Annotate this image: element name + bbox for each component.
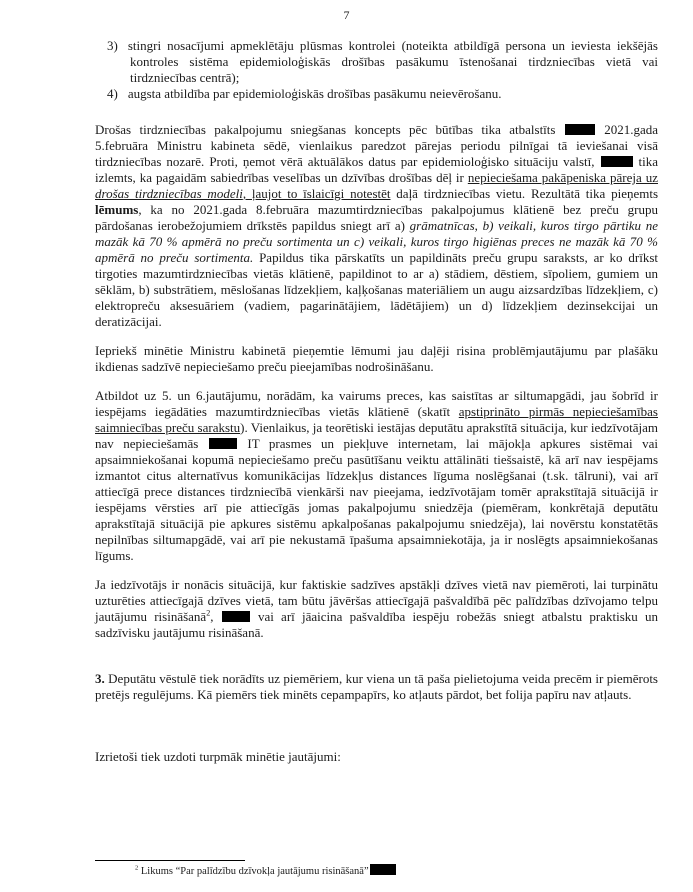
redaction-bar — [222, 611, 250, 622]
text-segment: Ja iedzīvotājs ir nonācis situācijā, kur faktiskie sadzīves apstākļi dzīves vietā nav piemēroti, lai turpinātu uzturēties attiecīgajā dzīves vietā, tam būtu jāvēršas attiecīgajā pašvaldībā pēc palīdzības dzīvojamo telpu jautājumu risināšanā — [95, 577, 658, 624]
footnote-text — [95, 864, 658, 878]
text-segment: Papildus tika pārskatīts un papildināts preču grupu saraksts, ar ko drīkst tirgoties mazumtirdzniecības vietās klātienē, papildinot to ar a) stādiem, dēstiem, sīpoliem, gumiem un sēklām, b) substrātiem, mēslošanas līdzekļiem, kaļķošanas materiāliem un augu aizsardzības līdzekļiem, c) elektropreču aksesuāriem (vadiem, pagarinātājiem, lādētājiem) un d) līdzekļiem dezinsekcijai un deratizācijai. — [95, 250, 658, 329]
list-item — [95, 38, 658, 86]
text-segment: augsta atbildība par epidemioloģiskās drošības pasākumu neievērošanu. — [127, 86, 502, 101]
paragraph-trade-concept — [95, 122, 658, 330]
document-body — [95, 38, 658, 765]
text-segment: tika izlemts, ka pagaidām sabiedrības veselības un dzīvības drošības dēļ ir — [95, 154, 658, 185]
list-item-text — [128, 38, 658, 85]
redaction-bar — [209, 438, 237, 449]
text-segment: , — [474, 218, 483, 233]
paragraph-questions-intro — [95, 749, 658, 765]
list-item-text — [128, 86, 502, 101]
text-segment: drošas tirdzniecības modeli — [95, 186, 243, 201]
text-segment: b) veikali, kuros tirgo pārtiku ne mazāk kā 70 % apmērā no preču sortimenta un c) veikali, kuros tirgo higiēnas preces ne mazāk kā 70 % apmērā no preču sortimenta. — [95, 218, 658, 265]
page-number: 7 — [343, 8, 350, 22]
paragraph-q3-examples — [95, 671, 658, 703]
text-segment: Iepriekš minētie Ministru kabinetā pieņemtie lēmumi jau daļēji risina problēmjautājumu par plašāku ikdienas sadzīvē nepieciešamo preču pieejamības nodrošināšanu. — [95, 343, 658, 374]
text-segment: apstiprināto pirmās nepieciešamības saimniecības preču sarakstu — [95, 404, 658, 435]
list-marker: 4) — [107, 86, 118, 101]
text-segment: daļā tirdzniecības vietu. Rezultātā tika pieņemts — [390, 186, 659, 201]
text-segment: 2021.gada 5.februāra Ministru kabineta sēdē, vienlaikus paredzot pārejas periodu pilnīgai tā ieviešanai visā tirdzniecības nozarē. Proti, ņemot vērā aktuālākos datus par epidemioloģisko situāciju valstī, — [95, 122, 659, 169]
text-segment: stingri nosacījumi apmeklētāju plūsmas kontrolei (noteikta atbildīgā persona un ieviesta iekšējās kontroles sistēma epidemioloģiskās drošības pasākumu īstenošanai tirdzniecības vietā vai tirdzniecības centrā); — [127, 38, 658, 85]
text-segment: Drošas tirdzniecības pakalpojumu sniegšanas koncepts pēc būtības tika atbalstīts — [95, 122, 564, 137]
text-segment: Likums “Par palīdzību dzīvokļa jautājumu risināšanā” — [138, 866, 369, 877]
text-segment: ). Vienlaikus, ja teorētiski iestājas deputātu aprakstītā situācija, kur iedzīvotājam nav nepieciešamās — [95, 420, 658, 451]
paragraph-mk-decisions — [95, 343, 658, 375]
footnote-separator — [95, 860, 245, 861]
redaction-bar — [565, 124, 595, 135]
text-segment: Izrietoši tiek uzdoti turpmāk minētie jautājumi: — [95, 749, 341, 764]
footnote-area — [95, 860, 658, 878]
conditions-list — [95, 38, 658, 102]
redaction-bar — [601, 156, 633, 167]
text-segment: 3. — [95, 671, 105, 686]
list-marker: 3) — [107, 38, 118, 53]
text-segment: 2 — [206, 608, 211, 618]
text-segment: , — [210, 609, 221, 624]
text-segment: grāmatnīcas — [409, 218, 475, 233]
text-segment: , ļaujot to īslaicīgi notestēt — [242, 186, 391, 201]
list-item — [95, 86, 658, 102]
paragraph-housing-assistance — [95, 577, 658, 641]
text-segment: , ka no 2021.gada 8.februāra mazumtirdzniecības pakalpojumus klātienē bez preču grupu pārdošanas ierobežojumiem drīkstēs papildus sniegt arī a) — [95, 202, 658, 233]
text-segment: 2 — [135, 864, 139, 872]
text-segment: Deputātu vēstulē tiek norādīts uz piemēriem, kur viena un tā paša pielietojuma veida precēm ir piemērots pretējs regulējums. Kā piemērs tiek minēts cepampapīrs, ko atļauts pārdot, bet folija papīru nav atļauts. — [95, 671, 658, 702]
text-segment: vai arī jāaicina pašvaldība iespēju robežās sniegt atbalstu praktisku un sadzīvisku jautājumu risināšanā. — [95, 609, 659, 640]
paragraph-q5-q6-answer — [95, 388, 658, 564]
text-segment: nepieciešama pakāpeniska pāreja uz — [467, 170, 658, 185]
text-segment: lēmums — [95, 202, 139, 217]
redaction-bar — [370, 864, 396, 875]
text-segment: IT prasmes un piekļuve internetam, lai mājokļa apkures sistēmai vai apsaimniekošanai kopumā nepieciešamo preču pasūtīšanu veiktu attālināti tiešsaistē, kā arī nav iespējams izmantot citus alternatīvus komunikācijas līdzekļus distances līguma noslēgšanai (t.sk. tālruni), vai arī attiecīgā prece distances tirdzniecībā vienkārši nav pieejama, iedzīvotājam tomēr aprakstītajā situācijā ir iespējams vērsties arī pie attiecīgās jomas pakalpojumu sniedzēja (piemēram, konkrētajā deputātu aprakstītajā situācijā pie apkures sistēmu apkalpošanas pakalpojumu sniedzēja), lai novērstu konstatētās nepilnības siltumapgādē, vai arī pie nekustamā īpašuma apsaimniekotāja, ja ir noslēgts apsaimniekošanas līgums. — [95, 436, 658, 563]
text-segment: Atbildot uz 5. un 6.jautājumu, norādām, ka vairums preces, kas saistītas ar siltumapgādi, jau šobrīd ir iespējams iegādāties mazumtirdzniecības vietās klātienē (skatīt — [95, 388, 658, 419]
